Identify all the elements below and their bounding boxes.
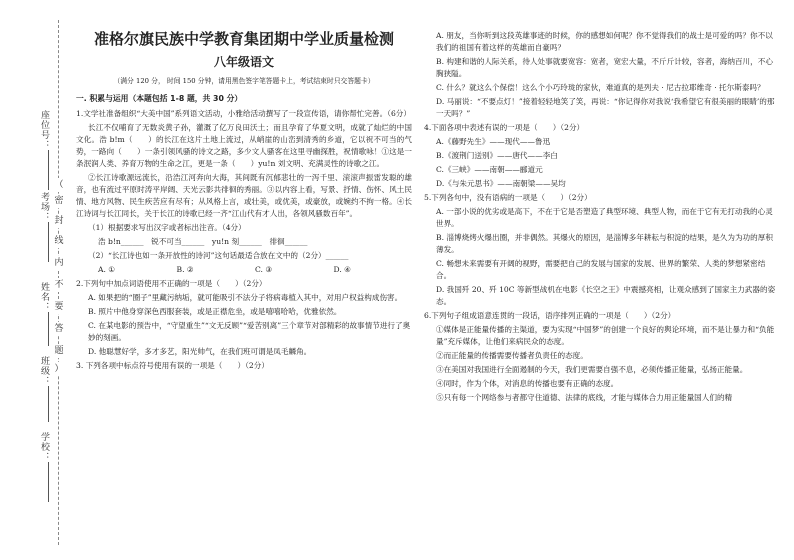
school-label: 学校： [39, 432, 49, 462]
seat-number-field[interactable] [48, 150, 49, 190]
question-3-stem: 3. 下列各项中标点符号使用有误的一项是（ ）（2分） [76, 361, 269, 370]
question-1-sub-1: （1）根据要求写出汉字或者标出注音。（4分） [88, 223, 246, 232]
seal-char: 线 [52, 234, 66, 248]
question-6-item-1: ①媒体是正能量传播的主渠道，要为实现“中国梦”的创建一个良好的舆论环境，而不是让暴力和“负能量”充斥媒体，让他们来病民众的态度。 [436, 325, 775, 346]
class-label: 班级： [39, 356, 49, 386]
question-1-passage-2: ②长江诗歌源远流长，沿浩江河奔向大海，其间既有沉郁悲壮的一泻千里、滚滚声振雷发聪的雄音，也有流过平原时涛平岸阔、天光云影共徘徊的秀丽。③以内容上看，写景、抒情、伤怀、风土民情、地方风物、民生疾苦应有尽有；从风格上言，或壮美，或优美，或豪放，或婉约不拘一格。④长江诗词与长江同长，关于长江的诗歌已经一齐“江山代有才人出，各领风骚数百年”。 [76, 173, 412, 218]
seal-char: 封 [52, 214, 66, 228]
binding-margin [0, 0, 70, 560]
question-1-passage-1: 长江不仅哺育了无数炎黄子孙，灌溉了亿万良田沃土；而且孕育了华夏文明，成就了灿烂的中国文化。浩 b!m（ ）的长江在这片土地上流过，从峭崖的山峦到清秀的乡道，它以祝不可当的气势，一路向（ ）一条引领风骚的诗文之路，多少文人骚客在这里寻幽探胜，祝情歌咏！①这是一条泯润人类、养育万物的生命之江，更是一条（ ）yu!n 刘文明、充满灵性的诗歌之江。 [76, 123, 412, 168]
question-2-option-d[interactable]: D. 他聪慧好学，多才多艺，阳光帅气，在我们班可谓是凤毛麟角。 [88, 347, 312, 356]
left-column [76, 30, 412, 374]
seal-char: 题 [52, 344, 66, 358]
class-field[interactable] [48, 386, 49, 422]
exam-subtitle: 八年级语文 [213, 55, 274, 69]
seal-char: 密 [52, 194, 66, 208]
right-column [424, 30, 780, 406]
question-4-option-c[interactable]: C.《三峡》——南朝——郦道元 [436, 165, 543, 174]
question-6-item-5: ⑤只有每一个网络参与者都守住道德、法律的底线，才能与媒体合力用正能量国人们的精 [436, 393, 733, 402]
exam-room-field[interactable] [48, 222, 49, 262]
seal-char: 要 [52, 300, 66, 314]
question-6-stem: 6.下列句子组成语意连贯的一段话，语序排列正确的一项是（ ）（2分） [424, 311, 676, 320]
exam-title: 准格尔旗民族中学教育集团期中学业质量检测 [93, 30, 394, 48]
question-4-stem: 4.下面各项中表述有误的一项是（ ）（2分） [424, 123, 585, 132]
question-1-stem: 1.文学社准备组织“大美中国”系列语文活动，小雅给活动撰写了一段宣传语，请你帮忙完善。（6分） [76, 109, 411, 118]
question-1-sub-2: （2）“长江诗也如一条开放性的诗河”这句话最适合放在文中的（2分）______ [88, 251, 349, 260]
question-5-option-c[interactable]: C. 畅想未来需要有开阔的视野，需要把自己的发展与国家的发展、世界的繁荣、人类的梦想紧密结合。 [436, 259, 766, 280]
section-heading: 一. 积累与运用（本题包括 1-8 题，共 30 分） [76, 94, 243, 103]
name-label: 姓名： [39, 282, 49, 312]
question-3-option-a[interactable]: A. 朋友，当你听到这段英雄事迹的时候，你的感想如何呢？你不觉得我们的战士是可爱的吗？你不以我们的祖国有着这样的英雄而自豪吗？ [436, 31, 773, 52]
question-6-item-4: ④同时，作为个体，对消息的传播也要有正确的态度。 [436, 379, 619, 388]
seal-char: （ [52, 178, 66, 192]
option-d[interactable]: D. ④ [333, 265, 351, 274]
exam-room-label: 考场： [39, 192, 49, 222]
question-2-stem: 2.下列句中加点词语使用不正确的一项是（ ）（2分） [76, 279, 267, 288]
question-5-stem: 5.下列各句中，没有语病的一项是（ ）（2分） [424, 193, 592, 202]
seal-char: 内 [52, 256, 66, 270]
question-6-item-2: ②而正能量的传播需要传播者负责任的态度。 [436, 351, 588, 360]
question-2-option-c[interactable]: C. 在某电影的预告中，“守望重生”“文无反顾”“爱苦别离”三个章节对部精彩的故事情节进行了奥妙的刻画。 [88, 321, 411, 342]
question-4-option-d[interactable]: D.《与朱元思书》——南朝梁——吴均 [436, 179, 566, 188]
exam-instructions: （满分 120 分， 时间 150 分钟，请用黑色签字笔答题卡上，考试结束时只交答题卡） [113, 77, 375, 85]
question-5-option-d[interactable]: D. 我国歼 20、歼 10C 等新型战机在电影《长空之王》中震撼亮相，让观众感到了国家主力武器的姿态。 [436, 285, 776, 306]
question-5-option-b[interactable]: B. 淄博烧烤火爆出圈，并非偶然。其爆火的原因，是淄博多年耕耘与积淀的结果，是久为为功的厚积薄发。 [436, 233, 773, 254]
question-4-option-a[interactable]: A.《藤野先生》——现代——鲁迅 [436, 137, 551, 146]
seal-char: 答 [52, 322, 66, 336]
question-5-option-a[interactable]: A. 一部小说的优劣或是高下，不在于它是否塑造了典型环境、典型人物，而在于它有无打动我的心灵世界。 [436, 207, 773, 228]
name-field[interactable] [48, 312, 49, 346]
seal-char: 不 [52, 278, 66, 292]
question-6-item-3: ③在美国对我国进行全面遏制的今天，我们更需要自强不息，必须传播正能量，弘扬正能量。 [436, 365, 748, 374]
question-3-option-d[interactable]: D. 马丽说：“不要点灯！”接着轻轻地笑了笑，再说：“你记得你对我说‘我希望它有很美丽的眼睛’的那一天吗？” [436, 97, 775, 118]
question-3-option-b[interactable]: B. 构建和谐的人际关系，待人处事就要宽容：宽者，宽宏大量，不斤斤计较，容者，海纳百川，不心胸狭隘。 [436, 57, 773, 78]
question-1-sub-1-blanks[interactable]: 浩 b!n______ 锐不可当______ yu!n 刻______ 徘徊______ [98, 237, 308, 246]
option-b[interactable]: B. ② [176, 265, 194, 274]
school-field[interactable] [48, 462, 49, 502]
question-3-option-c[interactable]: C. 什么？就这么个保偿！这么个小巧玲珑的家伙，难道真的是列夫 · 尼古拉耶维奇 · 托尔斯泰吗？ [436, 83, 765, 92]
question-2-option-a[interactable]: A. 如果把的“圈子”里藏污纳垢，就可能吸引不法分子将病毒植入其中，对用户权益构成伤害。 [88, 293, 403, 302]
option-c[interactable]: C. ③ [255, 265, 273, 274]
seal-char: ） [52, 362, 66, 376]
option-a[interactable]: A. ① [98, 265, 116, 274]
question-4-option-b[interactable]: B.《渡荆门送别》——唐代——李白 [436, 151, 558, 160]
seat-number-label: 座位号： [39, 110, 49, 150]
question-2-option-b[interactable]: B. 照片中他身穿深色西服套装，或是正襟危坐，或是嘻嘻哈哈，优雅依然。 [88, 307, 342, 316]
question-1-sub-2-options [76, 264, 412, 276]
